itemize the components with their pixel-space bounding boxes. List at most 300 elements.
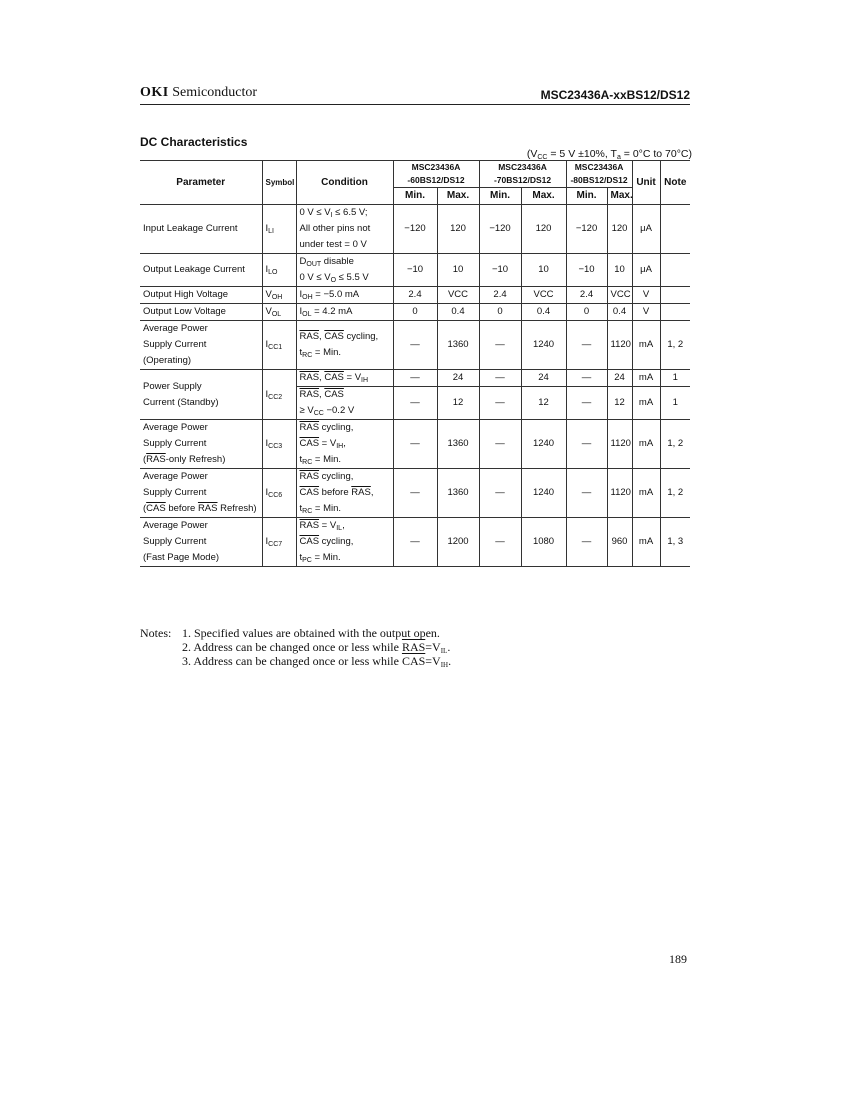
test-conditions [527, 148, 692, 160]
text-line [300, 387, 390, 403]
text-segment: , [342, 520, 345, 531]
note-cell: 1, 2 [660, 321, 690, 370]
brand-header [140, 85, 257, 101]
text-segment: before [165, 503, 198, 514]
text-segment: cycling, [319, 471, 354, 482]
text-line [143, 353, 259, 369]
note-cell: 1, 2 [660, 420, 690, 469]
text-line [143, 337, 259, 353]
symbol-cell [262, 518, 296, 567]
min-value-cell: — [479, 469, 521, 518]
table-row [140, 321, 690, 370]
text-line [143, 221, 259, 237]
symbol-cell [262, 321, 296, 370]
subscript: OL [271, 311, 282, 318]
min-value-cell: −120 [566, 205, 607, 254]
min-value-cell: — [393, 469, 437, 518]
overline-signal: $\overline{CAS}$ [324, 389, 344, 400]
note-cell [660, 254, 690, 287]
table-row [140, 469, 690, 518]
condition-cell [296, 469, 393, 518]
unit-cell: V [632, 304, 660, 321]
min-value-cell: — [393, 420, 437, 469]
min-value-cell: — [479, 518, 521, 567]
table-row [140, 370, 690, 387]
subscript: I [330, 212, 333, 219]
text-segment: 3. Address can be changed once or less while [182, 654, 402, 668]
subscript: CC [313, 410, 324, 417]
parameter-cell [140, 254, 262, 287]
text-segment: cycling, [319, 536, 354, 547]
text-segment: 1. Specified values are obtained with the output open. [182, 626, 440, 640]
text-line [300, 237, 390, 253]
condition-cell [296, 254, 393, 287]
max-value-cell: 24 [521, 370, 566, 387]
overline-signal: $\overline{RAS}$ [299, 372, 320, 383]
text-segment: under test = 0 V [299, 239, 367, 250]
min-value-cell: — [479, 370, 521, 387]
header-divider [140, 104, 690, 105]
max-value-cell: 10 [607, 254, 632, 287]
text-segment: Current (Standby) [143, 396, 219, 408]
subscript: O [330, 277, 337, 284]
text-line [143, 485, 259, 501]
header-speed-grade [393, 161, 479, 188]
max-value-cell: 1360 [437, 321, 479, 370]
text-line [300, 287, 390, 303]
min-value-cell: — [393, 370, 437, 387]
text-segment: = 0°C to 70°C) [620, 148, 692, 160]
max-value-cell: 1360 [437, 420, 479, 469]
min-value-cell: 2.4 [566, 287, 607, 304]
text-line [143, 321, 259, 337]
subscript: OH [271, 294, 283, 301]
text-segment: I [265, 438, 269, 449]
text-line [300, 270, 390, 286]
condition-cell [296, 387, 393, 420]
text-line [143, 501, 259, 517]
subscript: IL [336, 525, 343, 532]
parameter-cell [140, 469, 262, 518]
text-segment: Average Power [143, 422, 208, 433]
part-number: MSC23436A-xxBS12/DS12 [540, 88, 690, 102]
header-symbol: Symbol [262, 161, 296, 205]
subscript: CC1 [268, 344, 283, 351]
symbol-cell [262, 287, 296, 304]
header-max: Max. [607, 188, 632, 205]
condition-cell [296, 205, 393, 254]
condition-cell [296, 518, 393, 567]
subscript: OH [302, 294, 313, 301]
text-line [300, 518, 390, 534]
max-value-cell: 120 [607, 205, 632, 254]
table-row [140, 205, 690, 254]
min-value-cell: −10 [479, 254, 521, 287]
text-segment: 0 V ≤ V [299, 272, 331, 283]
text-segment: . [447, 640, 451, 654]
text-segment: ( [143, 503, 147, 514]
max-value-cell: 12 [521, 387, 566, 420]
text-segment: = 5 V ±10%, T [547, 148, 617, 160]
text-line [143, 379, 259, 395]
header-grade-line: -60BS12/DS12 [407, 175, 465, 185]
header-speed-grade [479, 161, 566, 188]
max-value-cell: 0.4 [437, 304, 479, 321]
overline-signal: $\overline{CAS}$ [324, 331, 344, 342]
note-item [140, 640, 451, 654]
subscript: CC3 [268, 443, 283, 450]
subscript: RC [302, 352, 313, 359]
text-segment: Power Supply [143, 380, 202, 392]
text-line [300, 254, 390, 270]
max-value-cell: 960 [607, 518, 632, 567]
max-value-cell: 1360 [437, 469, 479, 518]
oki-logo: OKI [140, 85, 169, 100]
min-value-cell: 2.4 [479, 287, 521, 304]
min-value-cell: — [566, 518, 607, 567]
max-value-cell: VCC [521, 287, 566, 304]
header-min: Min. [479, 188, 521, 205]
condition-cell [296, 321, 393, 370]
brand-suffix: Semiconductor [168, 85, 257, 100]
parameter-cell [140, 370, 262, 420]
max-value-cell: VCC [607, 287, 632, 304]
subscript: CC2 [268, 393, 283, 401]
subscript: OL [302, 311, 312, 318]
max-value-cell: 12 [437, 387, 479, 420]
text-line [300, 403, 390, 419]
header-min: Min. [566, 188, 607, 205]
max-value-cell: 0.4 [607, 304, 632, 321]
text-segment: ( [143, 454, 147, 465]
text-segment: Average Power [143, 520, 208, 531]
text-segment: Supply Current [143, 438, 207, 449]
max-value-cell: 1240 [521, 469, 566, 518]
text-segment: Supply Current [143, 536, 207, 547]
unit-cell: μA [632, 205, 660, 254]
text-segment: V [265, 289, 272, 300]
subscript: CC [537, 154, 548, 161]
table-row [140, 254, 690, 287]
text-line [300, 304, 390, 320]
header-condition: Condition [296, 161, 393, 205]
text-segment: Supply Current [143, 487, 207, 498]
text-segment: = −5.0 mA [312, 289, 360, 300]
note-item [140, 626, 451, 640]
text-segment: = Min. [312, 454, 342, 465]
unit-cell: mA [632, 370, 660, 387]
text-segment: = Min. [311, 552, 341, 563]
text-line [300, 205, 390, 221]
min-value-cell: 0 [393, 304, 437, 321]
max-value-cell: 12 [607, 387, 632, 420]
text-line [143, 395, 259, 411]
parameter-cell [140, 205, 262, 254]
condition-cell [296, 287, 393, 304]
text-segment: Average Power [143, 323, 208, 334]
note-cell: 1 [660, 370, 690, 387]
note-cell [660, 205, 690, 254]
unit-cell: mA [632, 518, 660, 567]
header-grade-line: MSC23436A [498, 162, 547, 172]
symbol-cell [262, 420, 296, 469]
text-segment: , [343, 438, 346, 449]
overline-signal: $\overline{RAS}$ [299, 422, 320, 433]
text-segment: t [299, 454, 303, 465]
text-line [300, 420, 390, 436]
condition-cell [296, 304, 393, 321]
text-segment: ≥ V [299, 405, 314, 416]
subscript: RC [302, 459, 313, 466]
text-segment: t [299, 552, 303, 563]
text-segment: I [265, 388, 269, 400]
unit-cell: mA [632, 387, 660, 420]
text-segment: Output High Voltage [143, 289, 229, 300]
max-value-cell: 1120 [607, 321, 632, 370]
text-line [300, 370, 390, 386]
overline-signal: $\overline{CAS}$ [299, 536, 320, 547]
condition-cell [296, 420, 393, 469]
min-value-cell: −10 [393, 254, 437, 287]
header-note: Note [660, 161, 690, 205]
overline-signal: $\overline{CAS}$ [299, 438, 320, 449]
symbol-cell [262, 304, 296, 321]
min-value-cell: 0 [479, 304, 521, 321]
subscript: IH [336, 443, 344, 450]
text-segment: I [299, 289, 303, 300]
subscript: a [616, 154, 621, 161]
text-segment: before [319, 487, 352, 498]
text-segment: Average Power [143, 471, 208, 482]
text-segment: = V [343, 372, 362, 383]
parameter-cell [140, 304, 262, 321]
parameter-cell [140, 321, 262, 370]
max-value-cell: 24 [437, 370, 479, 387]
min-value-cell: — [566, 469, 607, 518]
note-cell [660, 287, 690, 304]
text-line [143, 518, 259, 534]
text-segment: Output Leakage Current [143, 264, 245, 275]
text-line [300, 469, 390, 485]
min-value-cell: — [479, 387, 521, 420]
text-segment: disable [321, 256, 354, 267]
overline-signal: $\overline{RAS}$ [299, 389, 320, 400]
text-segment: t [299, 503, 303, 514]
text-line [143, 452, 259, 468]
table-row [140, 420, 690, 469]
section-title: DC Characteristics [140, 135, 248, 149]
unit-cell: V [632, 287, 660, 304]
subscript: RC [302, 508, 313, 515]
note-cell: 1 [660, 387, 690, 420]
min-value-cell: — [566, 420, 607, 469]
text-line [143, 420, 259, 436]
text-segment: =V [425, 654, 441, 668]
text-segment: (Fast Page Mode) [143, 552, 220, 563]
overline-signal: $\overline{RAS}$ [401, 640, 426, 654]
text-segment: All other pins not [299, 223, 371, 234]
subscript: PC [302, 557, 312, 564]
subscript: IH [440, 661, 449, 669]
min-value-cell: −120 [479, 205, 521, 254]
max-value-cell: 1240 [521, 321, 566, 370]
min-value-cell: — [393, 518, 437, 567]
max-value-cell: 120 [437, 205, 479, 254]
text-segment: I [265, 339, 269, 350]
max-value-cell: VCC [437, 287, 479, 304]
max-value-cell: 1080 [521, 518, 566, 567]
text-line [300, 501, 390, 517]
text-line [300, 550, 390, 566]
text-segment: I [265, 264, 269, 275]
min-value-cell: — [479, 321, 521, 370]
text-line [300, 329, 390, 345]
max-value-cell: 1120 [607, 420, 632, 469]
subscript: CC6 [268, 492, 283, 499]
header-grade-line: -80BS12/DS12 [570, 175, 628, 185]
text-line [143, 287, 259, 303]
text-segment: −0.2 V [323, 405, 355, 416]
max-value-cell: 1240 [521, 420, 566, 469]
text-segment: = V [319, 438, 337, 449]
overline-signal: $\overline{CAS}$ [401, 654, 426, 668]
min-value-cell: 0 [566, 304, 607, 321]
overline-signal: $\overline{CAS}$ [324, 372, 344, 383]
text-segment: = Min. [312, 503, 342, 514]
notes [140, 626, 451, 668]
min-value-cell: — [566, 321, 607, 370]
text-segment: , [370, 487, 374, 498]
min-value-cell: — [393, 321, 437, 370]
header-grade-line: MSC23436A [411, 162, 461, 172]
text-segment: Refresh) [217, 503, 257, 514]
notes-label: Notes: [140, 626, 172, 640]
symbol-cell [262, 205, 296, 254]
text-segment: Output Low Voltage [143, 306, 226, 317]
text-line [143, 436, 259, 452]
header-unit: Unit [632, 161, 660, 205]
text-line [300, 534, 390, 550]
max-value-cell: 10 [437, 254, 479, 287]
parameter-cell [140, 420, 262, 469]
text-segment: (Operating) [143, 355, 192, 366]
table-row [140, 287, 690, 304]
max-value-cell: 24 [607, 370, 632, 387]
unit-cell: mA [632, 420, 660, 469]
table-row [140, 304, 690, 321]
subscript: IH [361, 377, 369, 384]
overline-signal: $\overline{RAS}$ [146, 454, 166, 465]
text-segment: t [299, 347, 303, 358]
unit-cell: μA [632, 254, 660, 287]
text-line [300, 485, 390, 501]
text-line [300, 452, 390, 468]
overline-signal: $\overline{RAS}$ [299, 331, 320, 342]
subscript: CC7 [268, 541, 283, 548]
header-speed-grade [566, 161, 632, 188]
text-segment: = Min. [312, 347, 342, 358]
parameter-cell [140, 518, 262, 567]
header-parameter: Parameter [140, 161, 262, 205]
text-segment: = V [319, 520, 337, 531]
text-line [300, 345, 390, 361]
subscript: IL [440, 647, 448, 655]
header-grade-line: -70BS12/DS12 [493, 175, 552, 185]
subscript: OUT [306, 261, 322, 268]
subscript: LO [268, 269, 278, 276]
min-value-cell: −10 [566, 254, 607, 287]
dc-characteristics-table [140, 160, 690, 567]
symbol-cell [262, 469, 296, 518]
text-segment: I [265, 536, 269, 547]
text-segment: -only Refresh) [165, 454, 226, 465]
note-cell [660, 304, 690, 321]
text-segment: , [319, 372, 325, 383]
text-segment: , [319, 331, 325, 342]
unit-cell: mA [632, 469, 660, 518]
text-segment: I [265, 223, 269, 234]
text-segment: ≤ 5.5 V [336, 272, 369, 283]
table-row [140, 518, 690, 567]
overline-signal: $\overline{CAS}$ [299, 487, 320, 498]
text-segment: (V [526, 148, 538, 160]
max-value-cell: 1200 [437, 518, 479, 567]
text-segment: I [299, 306, 303, 317]
header-max: Max. [437, 188, 479, 205]
min-value-cell: — [479, 420, 521, 469]
parameter-cell [140, 287, 262, 304]
text-line [143, 550, 259, 566]
text-line [143, 304, 259, 320]
text-segment: = 4.2 mA [311, 306, 353, 317]
header-max: Max. [521, 188, 566, 205]
overline-signal: $\overline{RAS}$ [197, 503, 218, 514]
text-segment: D [299, 256, 307, 267]
text-line [143, 534, 259, 550]
text-segment: ≤ 6.5 V; [332, 207, 368, 218]
text-segment: cycling, [319, 422, 354, 433]
symbol-cell [262, 254, 296, 287]
page-number: 189 [669, 952, 687, 966]
text-segment: Supply Current [143, 339, 207, 350]
text-segment: , [319, 389, 325, 400]
text-line [143, 469, 259, 485]
symbol-cell [262, 370, 296, 420]
note-cell: 1, 3 [660, 518, 690, 567]
text-line [300, 221, 390, 237]
header-grade-line: MSC23436A [574, 162, 624, 172]
max-value-cell: 1120 [607, 469, 632, 518]
text-segment: 0 V ≤ V [299, 207, 331, 218]
text-line [300, 436, 390, 452]
overline-signal: $\overline{RAS}$ [351, 487, 371, 498]
text-segment: I [265, 487, 269, 498]
min-value-cell: 2.4 [393, 287, 437, 304]
overline-signal: $\overline{RAS}$ [299, 520, 320, 531]
subscript: LI [268, 228, 274, 235]
condition-cell [296, 370, 393, 387]
overline-signal: $\overline{CAS}$ [146, 503, 166, 514]
min-value-cell: −120 [393, 205, 437, 254]
max-value-cell: 120 [521, 205, 566, 254]
min-value-cell: — [566, 387, 607, 420]
overline-signal: $\overline{RAS}$ [299, 471, 320, 482]
unit-cell: mA [632, 321, 660, 370]
max-value-cell: 10 [521, 254, 566, 287]
text-segment: Input Leakage Current [143, 223, 238, 234]
header-min: Min. [393, 188, 437, 205]
text-segment: 2. Address can be changed once or less while [182, 640, 402, 654]
